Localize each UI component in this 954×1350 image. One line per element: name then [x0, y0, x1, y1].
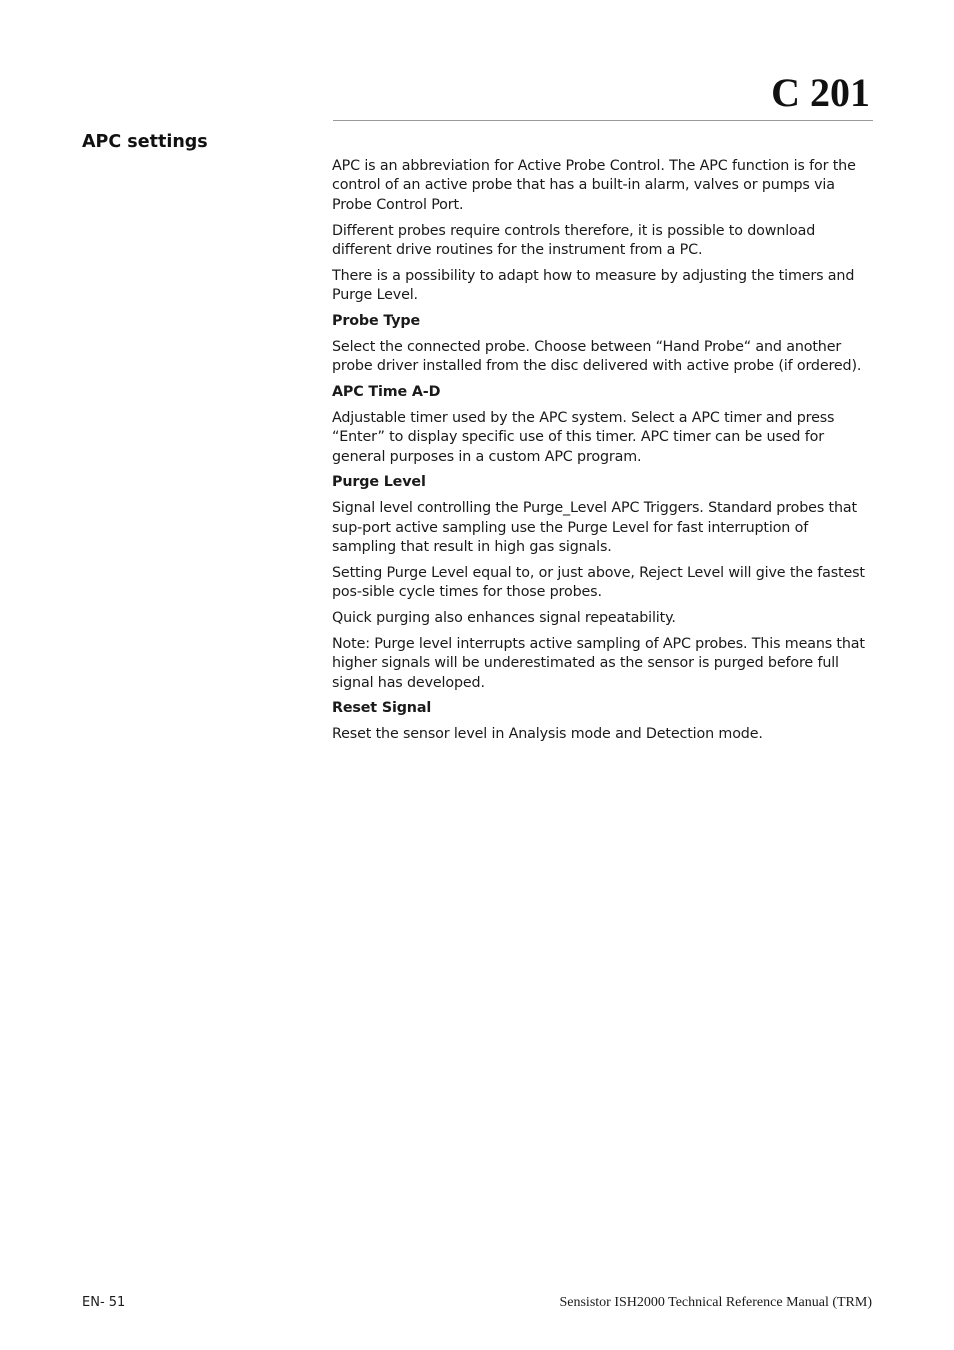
- chapter-number: C 201: [771, 70, 870, 115]
- reset-signal-heading: Reset Signal: [332, 700, 432, 717]
- intro-paragraph: Different probes require controls therefore, it is possible to download different drive routines for the instrument from a PC.: [332, 222, 816, 259]
- intro-paragraph: APC is an abbreviation for Active Probe Control. The APC function is for the control of an active probe that has a built-in alarm, valves or pumps via Probe Control Port.: [332, 158, 856, 213]
- reset-signal-paragraph: Reset the sensor level in Analysis mode and Detection mode.: [332, 726, 763, 743]
- apc-time-heading: APC Time A-D: [332, 384, 441, 401]
- header-divider: [333, 120, 873, 121]
- purge-level-paragraph: Quick purging also enhances signal repeatability.: [332, 610, 676, 627]
- apc-time-paragraph: Adjustable timer used by the APC system. Select a APC timer and press “Enter” to display specific use of this timer. APC timer can be used for general purposes in a custom APC program.: [332, 409, 835, 465]
- purge-level-heading: Purge Level: [332, 474, 426, 491]
- purge-level-paragraph: Setting Purge Level equal to, or just above, Reject Level will give the fastest pos-sible cycle times for those probes.: [332, 564, 865, 601]
- probe-type-paragraph: Select the connected probe. Choose between “Hand Probe“ and another probe driver installed from the disc delivered with active probe (if ordered).: [332, 338, 862, 375]
- intro-paragraph: There is a possibility to adapt how to measure by adjusting the timers and Purge Level.: [332, 267, 855, 304]
- main-content: [332, 157, 874, 751]
- purge-level-paragraph: Signal level controlling the Purge_Level APC Triggers. Standard probes that sup-port active sampling use the Purge Level for fast interruption of sampling that result in high gas signals.: [332, 500, 857, 556]
- purge-level-note: Note: Purge level interrupts active sampling of APC probes. This means that higher signals will be underestimated as the sensor is purged before full signal has developed.: [332, 635, 865, 691]
- probe-type-heading: Probe Type: [332, 313, 421, 330]
- section-title: APC settings: [82, 132, 208, 152]
- page-number: EN- 51: [82, 1295, 126, 1310]
- manual-title: Sensistor ISH2000 Technical Reference Manual (TRM): [559, 1295, 872, 1310]
